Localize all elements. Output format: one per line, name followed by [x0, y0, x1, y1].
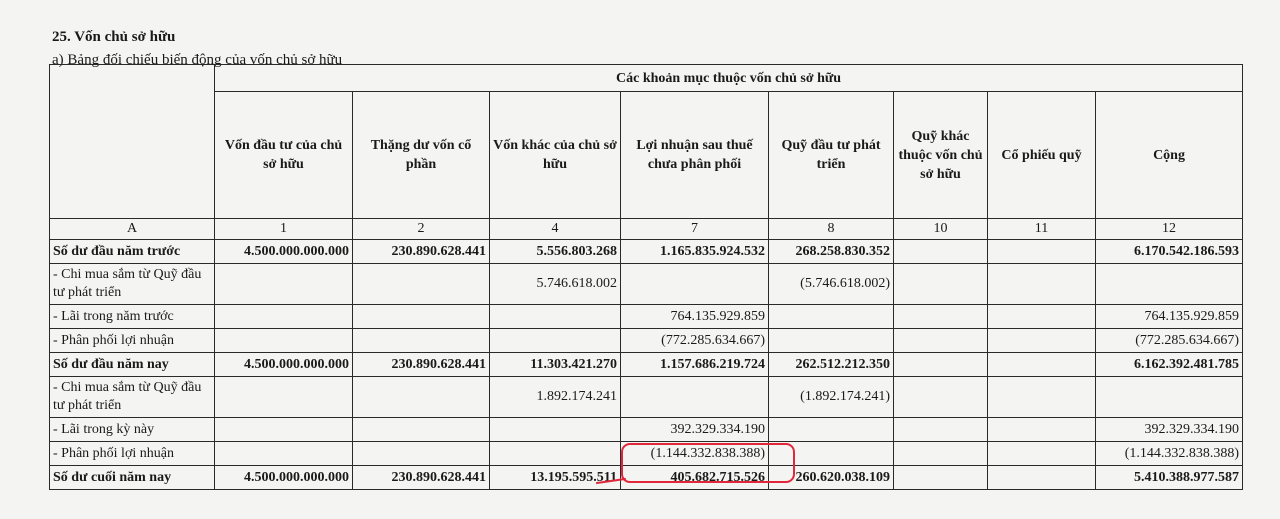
table-cell: 5.746.618.002: [490, 264, 621, 305]
table-cell: [894, 442, 988, 466]
row-label: - Phân phối lợi nhuận: [50, 329, 215, 353]
table-cell: [215, 442, 353, 466]
column-index: 7: [621, 219, 769, 240]
table-cell: 4.500.000.000.000: [215, 240, 353, 264]
section-subtitle: a) Bảng đối chiếu biến động của vốn chủ sở hữu: [52, 52, 343, 68]
table-cell: [894, 264, 988, 305]
table-cell: [894, 353, 988, 377]
table-cell: [215, 418, 353, 442]
table-cell: 262.512.212.350: [769, 353, 894, 377]
table-cell: (1.892.174.241): [769, 377, 894, 418]
column-header: Cổ phiếu quỹ: [988, 92, 1096, 219]
table-cell: [490, 418, 621, 442]
table-cell: 1.892.174.241: [490, 377, 621, 418]
column-index: 1: [215, 219, 353, 240]
table-cell: 1.157.686.219.724: [621, 353, 769, 377]
table-cell: 392.329.334.190: [1096, 418, 1243, 442]
table-cell: 260.620.038.109: [769, 466, 894, 490]
table-cell: [894, 377, 988, 418]
table-cell: [353, 305, 490, 329]
table-cell: 764.135.929.859: [621, 305, 769, 329]
table-cell: 6.170.542.186.593: [1096, 240, 1243, 264]
row-label: Số dư đầu năm nay: [50, 353, 215, 377]
row-label: Số dư đầu năm trước: [50, 240, 215, 264]
table-cell: 5.556.803.268: [490, 240, 621, 264]
table-cell: [353, 329, 490, 353]
table-cell: [894, 466, 988, 490]
table-cell: [490, 305, 621, 329]
row-label: - Chi mua sắm từ Quỹ đầu tư phát triển: [50, 377, 215, 418]
table-row: [50, 329, 1243, 353]
table-cell: [894, 240, 988, 264]
table-cell: [988, 329, 1096, 353]
table-cell: [988, 264, 1096, 305]
table-cell: 764.135.929.859: [1096, 305, 1243, 329]
table-cell: [1096, 264, 1243, 305]
table-cell: [988, 240, 1096, 264]
column-index: 10: [894, 219, 988, 240]
table-cell: [894, 418, 988, 442]
table-cell: [353, 377, 490, 418]
row-label: - Lãi trong kỳ này: [50, 418, 215, 442]
table-cell: [621, 264, 769, 305]
table-cell: [621, 377, 769, 418]
table-cell: (772.285.634.667): [621, 329, 769, 353]
table-cell: (772.285.634.667): [1096, 329, 1243, 353]
table-cell: 230.890.628.441: [353, 353, 490, 377]
table-cell: [490, 329, 621, 353]
table-cell: [988, 442, 1096, 466]
equity-reconciliation-table: [49, 64, 1243, 490]
column-header: Cộng: [1096, 92, 1243, 219]
table-row: [50, 240, 1243, 264]
table-cell: 230.890.628.441: [353, 240, 490, 264]
column-index-row: [50, 219, 1243, 240]
table-row: [50, 377, 1243, 418]
table-cell: [988, 305, 1096, 329]
table-row: [50, 264, 1243, 305]
table-cell: 5.410.388.977.587: [1096, 466, 1243, 490]
column-index: 12: [1096, 219, 1243, 240]
table-cell: [988, 353, 1096, 377]
table-cell: 268.258.830.352: [769, 240, 894, 264]
column-index: 2: [353, 219, 490, 240]
column-index: A: [50, 219, 215, 240]
column-header: Quỹ đầu tư phát triển: [769, 92, 894, 219]
table-cell: 13.195.595.511: [490, 466, 621, 490]
section-title: 25. Vốn chủ sở hữu: [52, 29, 176, 45]
row-label-header: [50, 65, 215, 219]
row-label: - Phân phối lợi nhuận: [50, 442, 215, 466]
table-cell: [894, 329, 988, 353]
table-cell: 4.500.000.000.000: [215, 353, 353, 377]
table-cell: [1096, 377, 1243, 418]
table-row: [50, 418, 1243, 442]
table-cell: (1.144.332.838.388): [621, 442, 769, 466]
table-cell: [215, 329, 353, 353]
table-cell: [215, 377, 353, 418]
table-cell: [769, 418, 894, 442]
table-cell: [490, 442, 621, 466]
column-header: Vốn đầu tư của chủ sở hữu: [215, 92, 353, 219]
table-cell: 11.303.421.270: [490, 353, 621, 377]
table-cell: (5.746.618.002): [769, 264, 894, 305]
table-cell: [769, 442, 894, 466]
table-row: [50, 442, 1243, 466]
row-label: Số dư cuối năm nay: [50, 466, 215, 490]
table-cell: [988, 377, 1096, 418]
column-index: 4: [490, 219, 621, 240]
table-cell: 1.165.835.924.532: [621, 240, 769, 264]
table-cell: [215, 264, 353, 305]
table-cell: [769, 305, 894, 329]
table-cell: [353, 418, 490, 442]
column-index: 8: [769, 219, 894, 240]
table-cell: 4.500.000.000.000: [215, 466, 353, 490]
column-header: Thặng dư vốn cổ phần: [353, 92, 490, 219]
column-header: Quỹ khác thuộc vốn chủ sở hữu: [894, 92, 988, 219]
table-cell: [988, 418, 1096, 442]
table-cell: [353, 442, 490, 466]
column-header: Lợi nhuận sau thuế chưa phân phối: [621, 92, 769, 219]
row-label: - Lãi trong năm trước: [50, 305, 215, 329]
table-cell: 230.890.628.441: [353, 466, 490, 490]
table-cell: (1.144.332.838.388): [1096, 442, 1243, 466]
column-index: 11: [988, 219, 1096, 240]
table-row: [50, 466, 1243, 490]
table-cell: 405.682.715.526: [621, 466, 769, 490]
table-cell: 392.329.334.190: [621, 418, 769, 442]
group-header: Các khoản mục thuộc vốn chủ sở hữu: [215, 65, 1243, 92]
table-row: [50, 305, 1243, 329]
table-cell: [215, 305, 353, 329]
table-cell: 6.162.392.481.785: [1096, 353, 1243, 377]
table-cell: [988, 466, 1096, 490]
table-cell: [769, 329, 894, 353]
row-label: - Chi mua sắm từ Quỹ đầu tư phát triển: [50, 264, 215, 305]
table-row: [50, 353, 1243, 377]
table-cell: [894, 305, 988, 329]
column-header: Vốn khác của chủ sở hữu: [490, 92, 621, 219]
table-cell: [353, 264, 490, 305]
